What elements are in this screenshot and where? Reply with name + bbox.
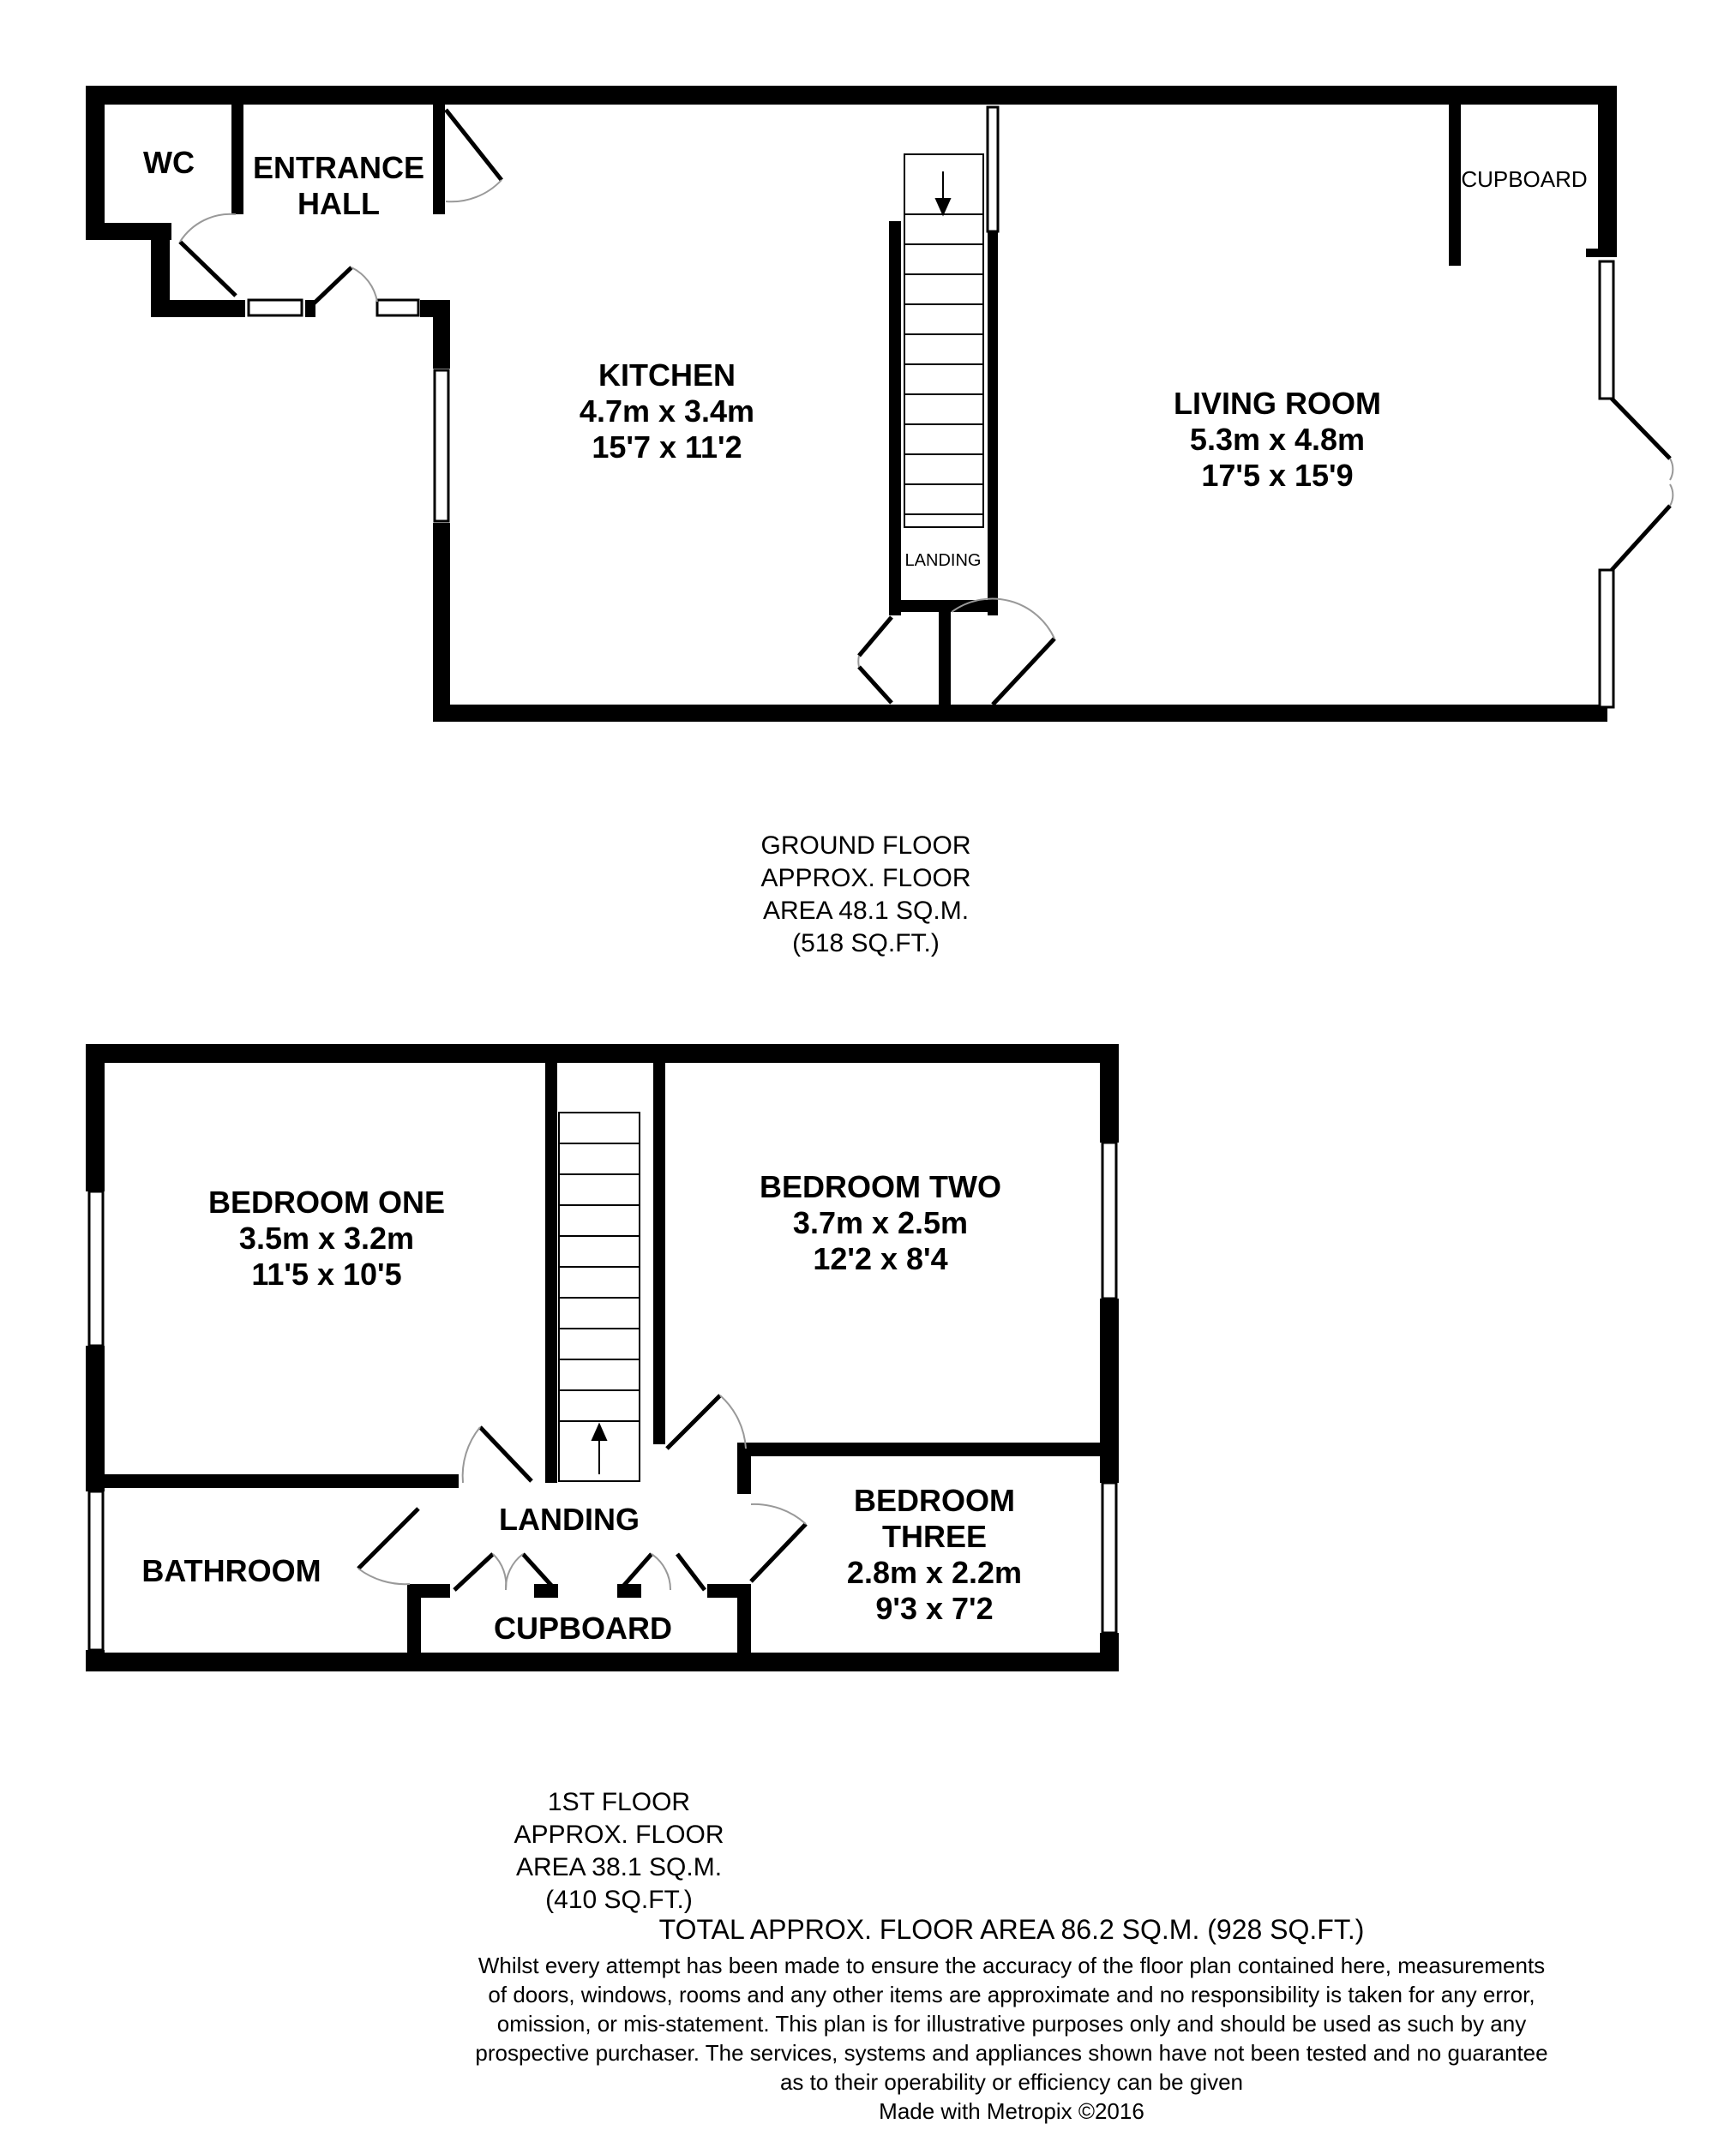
living-room-imperial: 17'5 x 15'9: [1201, 458, 1354, 493]
window-hall-right: [377, 300, 418, 315]
window-stairwell: [988, 107, 998, 231]
kitchen-metric: 4.7m x 3.4m: [579, 393, 755, 429]
window-bathroom: [89, 1491, 103, 1650]
living-room-metric: 5.3m x 4.8m: [1189, 422, 1366, 457]
ground-caption-line1: GROUND FLOOR: [760, 831, 971, 860]
first-caption-line4: (410 SQ.FT.): [545, 1886, 693, 1914]
window-hall-left: [249, 300, 302, 315]
window-living-lower: [1600, 570, 1613, 707]
bedroom-two-imperial: 12'2 x 8'4: [813, 1241, 948, 1276]
disclaimer-line-5: as to their operability or efficiency can be given: [779, 2069, 1244, 2095]
first-caption-line2: APPROX. FLOOR: [514, 1821, 724, 1849]
first-caption-line3: AREA 38.1 SQ.M.: [515, 1853, 723, 1881]
bedroom-one-imperial: 11'5 x 10'5: [251, 1257, 402, 1292]
living-room-label: LIVING ROOM: [1174, 386, 1381, 421]
disclaimer-line-3: omission, or mis-statement. This plan is for illustrative purposes only and should be used as such by any: [496, 2011, 1527, 2037]
window-kitchen: [435, 370, 448, 521]
ground-landing-label: LANDING: [904, 551, 982, 570]
window-bedroom-two: [1102, 1143, 1116, 1299]
kitchen-label: KITCHEN: [598, 357, 736, 393]
living-cupboard-label: CUPBOARD: [1461, 166, 1588, 192]
ground-floor-labels: [143, 145, 1588, 570]
ground-floor-stairs: [904, 154, 983, 527]
ground-floor-caption: [760, 831, 970, 957]
bedroom-two-label: BEDROOM TWO: [760, 1169, 1001, 1204]
footer: [475, 1914, 1547, 2124]
kitchen-imperial: 15'7 x 11'2: [592, 429, 742, 465]
bedroom-three-metric: 2.8m x 2.2m: [846, 1555, 1023, 1590]
window-bedroom-three: [1102, 1483, 1116, 1633]
wc-label: WC: [143, 145, 195, 180]
first-landing-label: LANDING: [499, 1502, 640, 1537]
first-caption-line1: 1ST FLOOR: [547, 1788, 691, 1816]
metropix-credit: Made with Metropix ©2016: [879, 2098, 1144, 2124]
entrance-hall-label-line2: HALL: [297, 186, 380, 221]
window-bedroom-one: [89, 1191, 103, 1346]
bedroom-one-label: BEDROOM ONE: [207, 1185, 446, 1220]
ground-floor-plan: [86, 86, 1673, 957]
first-floor-caption: [514, 1788, 724, 1914]
bathroom-label: BATHROOM: [141, 1553, 321, 1588]
entrance-hall-label-line1: ENTRANCE: [252, 150, 425, 185]
ground-caption-line2: APPROX. FLOOR: [760, 864, 971, 892]
disclaimer-line-4: prospective purchaser. The services, systems and appliances shown have not been tested and no guarantee: [475, 2040, 1548, 2066]
disclaimer-line-2: of doors, windows, rooms and any other items are approximate and no responsibility is taken for any error,: [488, 1982, 1535, 2007]
ground-caption-line3: AREA 48.1 SQ.M.: [762, 897, 970, 925]
ground-caption-line4: (518 SQ.FT.): [792, 929, 940, 957]
bedroom-three-label-line1: BEDROOM: [854, 1483, 1015, 1518]
first-floor-stairs: [559, 1113, 640, 1481]
bedroom-three-imperial: 9'3 x 7'2: [875, 1591, 994, 1626]
bedroom-three-label-line2: THREE: [881, 1519, 988, 1554]
disclaimer-line-1: Whilst every attempt has been made to ensure the accuracy of the floor plan contained here, measurements: [478, 1953, 1546, 1978]
first-cupboard-label: CUPBOARD: [493, 1611, 673, 1646]
bedroom-one-metric: 3.5m x 3.2m: [238, 1221, 415, 1256]
total-floor-area: TOTAL APPROX. FLOOR AREA 86.2 SQ.M. (928 SQ.FT.): [658, 1914, 1365, 1945]
bedroom-two-metric: 3.7m x 2.5m: [792, 1205, 969, 1240]
window-living-upper: [1600, 261, 1613, 399]
